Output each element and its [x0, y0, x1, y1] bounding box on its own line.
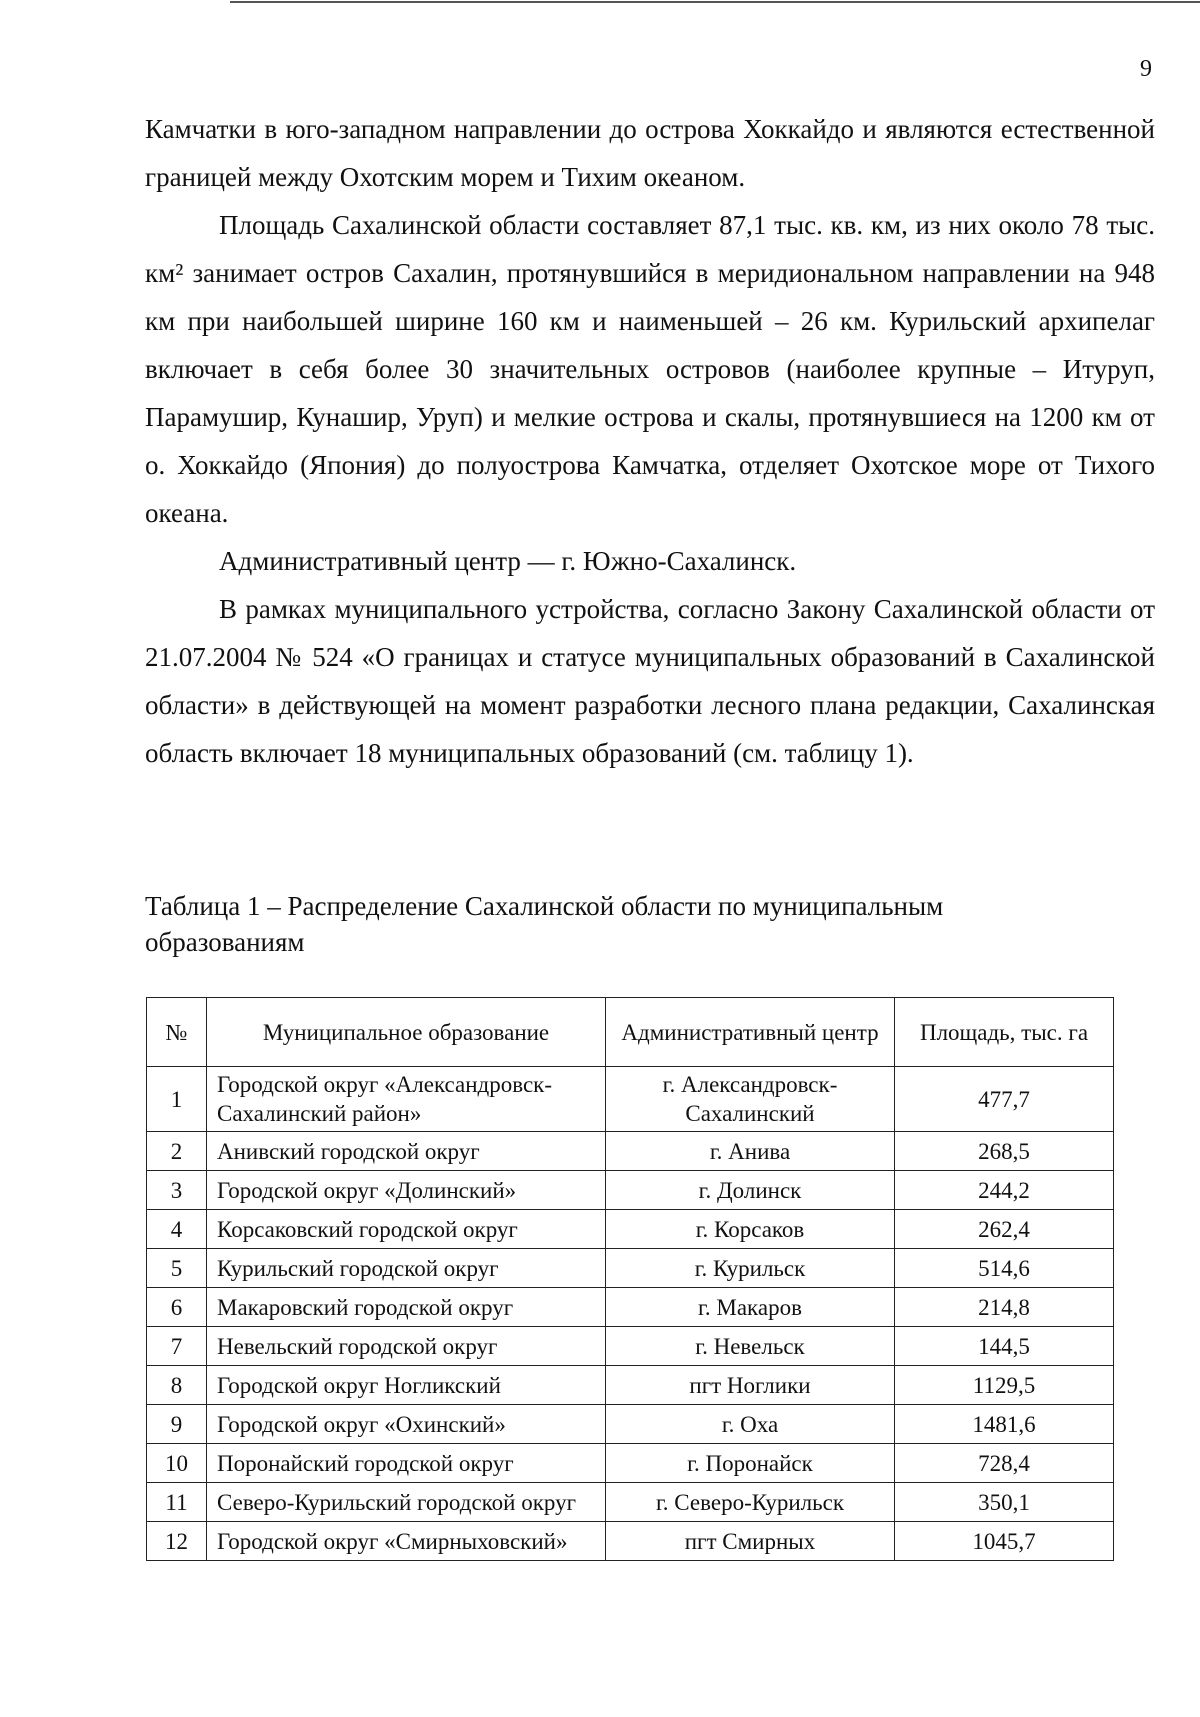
cell-center: пгт Смирных — [606, 1522, 895, 1561]
header-num: № — [147, 998, 207, 1067]
page-number: 9 — [1140, 56, 1152, 82]
cell-num: 3 — [147, 1171, 207, 1210]
cell-num: 10 — [147, 1444, 207, 1483]
cell-center: г. Поронайск — [606, 1444, 895, 1483]
cell-num: 11 — [147, 1483, 207, 1522]
cell-center: пгт Ноглики — [606, 1366, 895, 1405]
cell-name: Макаровский городской округ — [207, 1288, 606, 1327]
header-center: Административный центр — [606, 998, 895, 1067]
table-row — [147, 1327, 1114, 1366]
paragraph: Административный центр — г. Южно-Сахалинск. — [219, 546, 797, 576]
cell-center: г. Оха — [606, 1405, 895, 1444]
table-row — [147, 1171, 1114, 1210]
cell-area: 144,5 — [895, 1327, 1114, 1366]
cell-num: 2 — [147, 1132, 207, 1171]
table-row — [147, 1288, 1114, 1327]
cell-name: Курильский городской округ — [207, 1249, 606, 1288]
cell-area: 244,2 — [895, 1171, 1114, 1210]
scan-top-rule — [230, 1, 1200, 3]
cell-name: Городской округ «Смирныховский» — [207, 1522, 606, 1561]
cell-area: 350,1 — [895, 1483, 1114, 1522]
table-body — [147, 1067, 1114, 1561]
cell-name: Городской округ Ногликский — [207, 1366, 606, 1405]
paragraph: В рамках муниципального устройства, согласно Закону Сахалинской области от 21.07.2004 № 524 «О границах и статусе муниципальных образований в Сахалинской области» в действующей на момент разработки лесного плана редакции, Сахалинская область включает 18 муниципальных образований (см. таблицу 1). — [145, 594, 1155, 768]
cell-name: Городской округ «Александровск-Сахалинский район» — [207, 1067, 606, 1132]
cell-name: Невельский городской округ — [207, 1327, 606, 1366]
table-caption: Таблица 1 – Распределение Сахалинской области по муниципальным образованиям — [145, 891, 944, 957]
header-name: Муниципальное образование — [207, 998, 606, 1067]
cell-num: 5 — [147, 1249, 207, 1288]
cell-area: 214,8 — [895, 1288, 1114, 1327]
cell-area: 1129,5 — [895, 1366, 1114, 1405]
cell-num: 6 — [147, 1288, 207, 1327]
cell-area: 728,4 — [895, 1444, 1114, 1483]
cell-center: г. Невельск — [606, 1327, 895, 1366]
table-row — [147, 1067, 1114, 1132]
cell-num: 9 — [147, 1405, 207, 1444]
table-header-row — [147, 998, 1114, 1067]
table-row — [147, 1132, 1114, 1171]
cell-center: г. Корсаков — [606, 1210, 895, 1249]
cell-center: г. Курильск — [606, 1249, 895, 1288]
cell-area: 268,5 — [895, 1132, 1114, 1171]
cell-center: г. Северо-Курильск — [606, 1483, 895, 1522]
header-area: Площадь, тыс. га — [895, 998, 1114, 1067]
cell-area: 1481,6 — [895, 1405, 1114, 1444]
body-text — [145, 105, 1155, 777]
table-row — [147, 1366, 1114, 1405]
table-row — [147, 1249, 1114, 1288]
table-row — [147, 1522, 1114, 1561]
cell-name: Поронайский городской округ — [207, 1444, 606, 1483]
table-row — [147, 1210, 1114, 1249]
cell-area: 1045,7 — [895, 1522, 1114, 1561]
cell-num: 4 — [147, 1210, 207, 1249]
cell-center: г. Макаров — [606, 1288, 895, 1327]
table-row — [147, 1405, 1114, 1444]
cell-num: 7 — [147, 1327, 207, 1366]
cell-area: 514,6 — [895, 1249, 1114, 1288]
cell-num: 8 — [147, 1366, 207, 1405]
paragraph: Камчатки в юго-западном направлении до острова Хоккайдо и являются естественной границей между Охотским морем и Тихим океаном. — [145, 114, 1155, 192]
cell-center: г. Александровск-Сахалинский — [606, 1067, 895, 1132]
cell-area: 262,4 — [895, 1210, 1114, 1249]
cell-name: Городской округ «Охинский» — [207, 1405, 606, 1444]
paragraph: Площадь Сахалинской области составляет 87,1 тыс. кв. км, из них около 78 тыс. км² занимает остров Сахалин, протянувшийся в меридиональном направлении на 948 км при наибольшей ширине 160 км и наименьшей – 26 км. Курильский архипелаг включает в себя более 30 значительных островов (наиболее крупные – Итуруп, Парамушир, Кунашир, Уруп) и мелкие острова и скалы, протянувшиеся на 1200 км от о. Хоккайдо (Япония) до полуострова Камчатка, отделяет Охотское море от Тихого океана. — [145, 210, 1155, 528]
cell-name: Городской округ «Долинский» — [207, 1171, 606, 1210]
municipalities-table — [146, 997, 1114, 1561]
cell-center: г. Анива — [606, 1132, 895, 1171]
cell-num: 12 — [147, 1522, 207, 1561]
table-row — [147, 1483, 1114, 1522]
table-header — [147, 998, 1114, 1067]
cell-name: Корсаковский городской округ — [207, 1210, 606, 1249]
cell-num: 1 — [147, 1067, 207, 1132]
cell-name: Северо-Курильский городской округ — [207, 1483, 606, 1522]
cell-area: 477,7 — [895, 1067, 1114, 1132]
cell-name: Анивский городской округ — [207, 1132, 606, 1171]
cell-center: г. Долинск — [606, 1171, 895, 1210]
table-row — [147, 1444, 1114, 1483]
